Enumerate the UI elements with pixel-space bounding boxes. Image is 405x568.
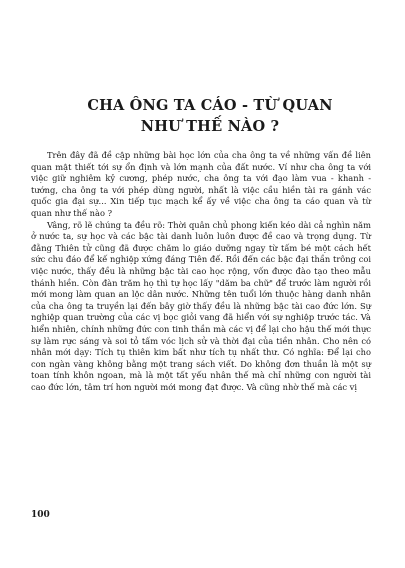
body-text [31,150,371,393]
chapter-title [40,95,380,137]
paragraph-2: Vâng, rõ lẽ chúng ta đều rõ: Thời quân chủ phong kiến kéo dài cả nghìn năm ở nước ta, sự học và các bậc tài danh luôn luôn được đề cao và trọng dụng. Từ đằng Thiên tử cũng đã được chăm lo giáo dưỡng ngay từ tấm bé một cách hết sức chu đáo để kế nghiệp xứng đáng Tiên đế. Rồi đến các bậc đại thần trông coi việc nước, thấy đều là những bậc tài cao học rộng, vốn được đào tạo theo mẫu thánh hiền. Còn đàn trăm họ thì tự học lấy "dăm ba chữ" để trước làm người rồi mới mong làm quan an lộc dân nước. Những tên tuổi lớn thuộc hàng danh nhân của cha ông ta truyền lại đến bây giờ thấy đều là những bậc tài cao đức lớn. Sự nghiệp quan trường của các vị bọc giỏi vang đã hiển với sự nghiệp trước tác. Và hiển nhiên, chính những đức con tinh thần mà các vị để lại cho hậu thế mới thực sự làm rực sáng và soi tỏ tấm vóc lịch sử và thời đại của tiền nhân. Cho nên có nhân mới dạy: Tích tụ thiên kim bất như tích tụ nhất thư. Có nghĩa: Để lại cho con ngàn vàng không bằng một trang sách viết. Do không đơn thuần là một sự toan tính khôn ngoan, mà là một tất yếu nhân thế mà chỉ những con người tài cao đức lớn, tâm trí hơn người mới mong đạt được. Và cũng nhờ thế mà các vị [31,219,371,392]
paragraph-1: Trên đây đã đề cập những bài học lớn của cha ông ta về những vấn đề liên quan mật thiết tới sự ổn định và lớn mạnh của đất nước. Ví như cha ông ta với việc giữ nghiêm kỷ cương, phép nước, cha ông ta với đạo làm vua - khanh - tướng, cha ông ta với phép dùng người, nhất là việc cầu hiền tài ra gánh vác quốc gia đại sự... Xin tiếp tục mạch kể ấy về việc cha ông ta cáo quan và từ quan như thế nào ? [31,150,371,218]
page-number: 100 [31,510,50,520]
chapter-title-line-2: NHƯ THẾ NÀO ? [140,118,280,135]
chapter-title-line-1: CHA ÔNG TA CÁO - TỪ QUAN [87,97,333,114]
